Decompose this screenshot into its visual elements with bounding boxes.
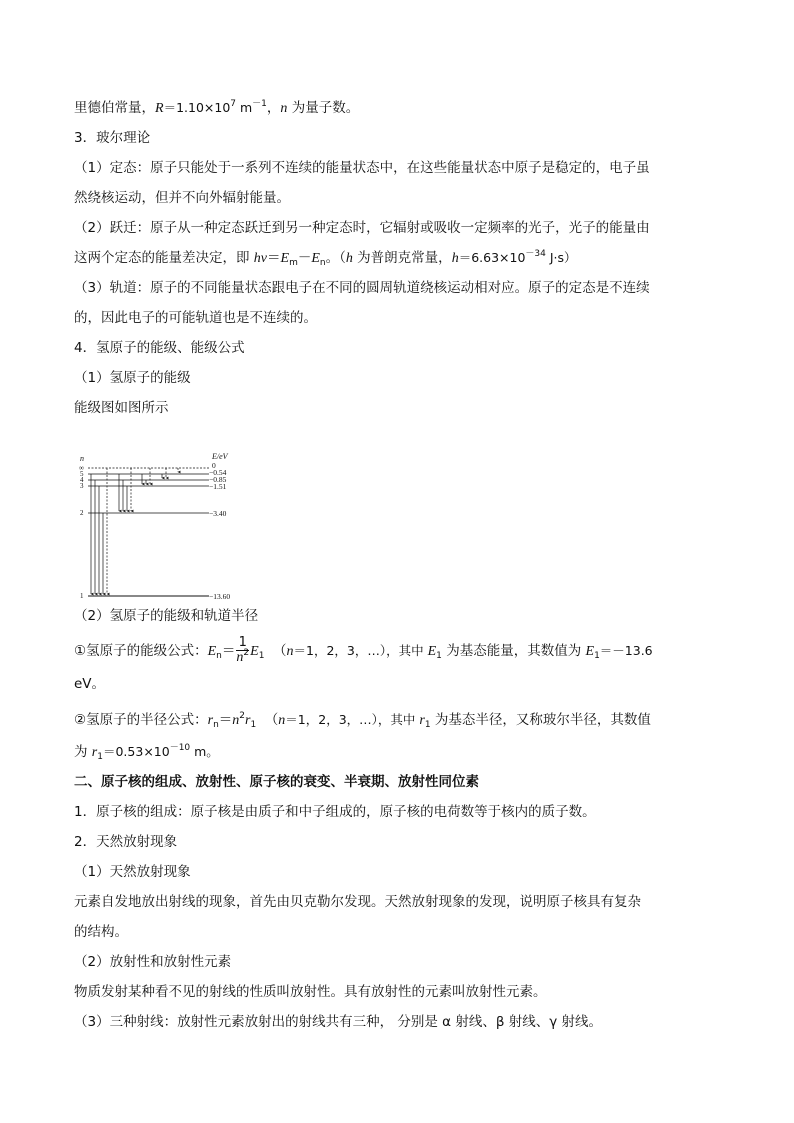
level-n-label: 4	[80, 476, 84, 484]
para-transition-1: （2）跃迁：原子从一种定态跃迁到另一种定态时，它辐射或吸收一定频率的光子，光子的能量由	[74, 220, 650, 236]
var-n: n	[286, 644, 294, 659]
radius-formula-value	[74, 737, 724, 767]
var-R: R	[155, 101, 164, 116]
text: 这两个定态的能量差决定，即	[74, 250, 254, 266]
level-E-label: −1.51	[209, 482, 227, 491]
energy-formula-line	[74, 631, 724, 671]
subscript: 1	[436, 651, 442, 661]
subscript: m	[289, 258, 298, 268]
heading-energy-levels: 4．氢原子的能级、能级公式	[74, 340, 245, 356]
energy-level-diagram	[74, 423, 724, 601]
heading-bohr-theory: 3．玻尔理论	[74, 130, 151, 146]
para-radioactivity-2: 的结构。	[74, 924, 128, 940]
subscript: 1	[424, 720, 431, 730]
document-page	[74, 93, 724, 1037]
subscript: 1	[250, 720, 257, 730]
text: ＝	[218, 712, 233, 728]
level-n-label: 1	[80, 592, 84, 600]
fraction-numerator: 1	[236, 636, 249, 651]
para-radioactive-elements: 物质发射某种看不见的射线的性质叫放射性。具有放射性的元素叫放射性元素。	[74, 984, 547, 1000]
subscript: n	[216, 651, 222, 661]
var-E: E	[311, 251, 320, 266]
text: 。（	[325, 250, 346, 266]
var-r: r	[207, 713, 214, 728]
rydberg-line	[74, 93, 724, 123]
subscript: 1	[258, 651, 265, 661]
var-n: n	[280, 101, 288, 116]
superscript: 2	[243, 648, 250, 658]
level-E-label: −0.54	[209, 468, 227, 477]
var-h: h	[345, 251, 353, 266]
text: ＝1.10×10	[163, 100, 231, 115]
level-E-label: 0	[212, 461, 216, 470]
var-E: E	[250, 644, 259, 659]
var-E: E	[280, 251, 290, 266]
var-r: r	[91, 745, 98, 760]
text: 为量子数。	[287, 100, 360, 116]
para-transition-2	[74, 243, 724, 273]
heading-natural-radioactivity: 2．天然放射现象	[74, 834, 178, 850]
text: ＝	[221, 643, 236, 659]
var-n: n	[236, 650, 244, 665]
text: （	[264, 712, 279, 728]
text: ＝1，2，3，…），其中	[293, 643, 428, 658]
text: 为	[74, 744, 92, 760]
var-r: r	[245, 713, 251, 728]
level-E-label: −13.60	[209, 592, 231, 601]
level-n-label: 2	[80, 509, 84, 517]
text: 为基态半径，又称玻尔半径，其数值	[430, 712, 651, 728]
superscript: －34	[525, 249, 546, 259]
para-orbit-2: 的，因此电子的可能轨道也是不连续的。	[74, 310, 317, 326]
para-nucleus-composition: 1．原子核的组成：原子核是由质子和中子组成的，原子核的电荷数等于核内的质子数。	[74, 804, 596, 820]
subheading-levels: （1）氢原子的能级	[74, 370, 191, 386]
level-n-label: 3	[80, 482, 84, 490]
section-heading-nucleus: 二、原子核的组成、放射性、原子核的衰变、半衰期、放射性同位素	[74, 774, 479, 790]
var-h: h	[451, 251, 459, 266]
text: 里德伯常量，	[74, 100, 155, 116]
para-orbit-1: （3）轨道：原子的不同能量状态跟电子在不同的圆周轨道绕核运动相对应。原子的定态是不连续	[74, 280, 650, 296]
text: m。	[190, 744, 219, 759]
subscript: n	[319, 258, 326, 268]
text: ②氢原子的半径公式：	[74, 712, 208, 728]
fraction	[236, 636, 249, 666]
text: 为基态能量，其数值为	[441, 643, 586, 659]
var-n: n	[232, 713, 240, 728]
text: m	[236, 100, 253, 115]
text: ＝－13.6	[599, 643, 653, 658]
subscript: n	[213, 720, 219, 730]
subheading-radioactive-elements: （2）放射性和放射性元素	[74, 954, 232, 970]
subscript: 1	[594, 651, 600, 661]
text: －	[297, 250, 312, 266]
text: ＝1，2，3，…），其中	[285, 712, 420, 727]
level-n-label: ∞	[79, 464, 84, 472]
var-E: E	[207, 644, 217, 659]
superscript: －10	[169, 743, 191, 753]
axis-label-E: E/eV	[212, 452, 228, 461]
radius-formula-line	[74, 703, 724, 737]
text: ，	[266, 100, 281, 116]
var-E: E	[585, 644, 595, 659]
text: （	[273, 643, 287, 659]
para-three-rays: （3）三种射线：放射性元素放射出的射线共有三种， 分别是 α 射线、β 射线、γ 射线。	[74, 1014, 603, 1030]
energy-formula-unit: eV。	[74, 676, 106, 692]
superscript: －1	[252, 99, 267, 109]
text: ＝0.53×10	[102, 744, 170, 759]
subscript: 1	[97, 752, 103, 762]
level-E-label: −0.85	[209, 475, 227, 484]
text: ＝6.63×10	[458, 250, 526, 265]
diagram-caption: 能级图如图所示	[74, 400, 169, 416]
subheading-natural-radioactivity: （1）天然放射现象	[74, 864, 191, 880]
para-stationary-1: （1）定态：原子只能处于一系列不连续的能量状态中，在这些能量状态中原子是稳定的，电子虽	[74, 160, 650, 176]
para-stationary-2: 然绕核运动，但并不向外辐射能量。	[74, 190, 290, 206]
level-E-label: −3.40	[209, 509, 227, 518]
axis-label-n: n	[80, 454, 84, 463]
text: 为普朗克常量，	[352, 250, 452, 266]
superscript: 7	[230, 99, 237, 109]
energy-level-svg	[74, 423, 274, 601]
text: ＝	[267, 250, 281, 266]
text: ①氢原子的能级公式：	[74, 643, 208, 659]
level-n-label: 5	[80, 470, 84, 478]
fraction-denominator	[236, 648, 250, 666]
var-hv: hν	[253, 251, 268, 266]
text: J·s）	[545, 250, 577, 265]
var-n: n	[278, 713, 286, 728]
var-E: E	[427, 644, 437, 659]
var-r: r	[419, 713, 425, 728]
para-radioactivity-1: 元素自发地放出射线的现象，首先由贝克勒尔发现。天然放射现象的发现，说明原子核具有复杂	[74, 894, 641, 910]
subheading-levels-radius: （2）氢原子的能级和轨道半径	[74, 608, 259, 624]
superscript: 2	[239, 711, 246, 721]
